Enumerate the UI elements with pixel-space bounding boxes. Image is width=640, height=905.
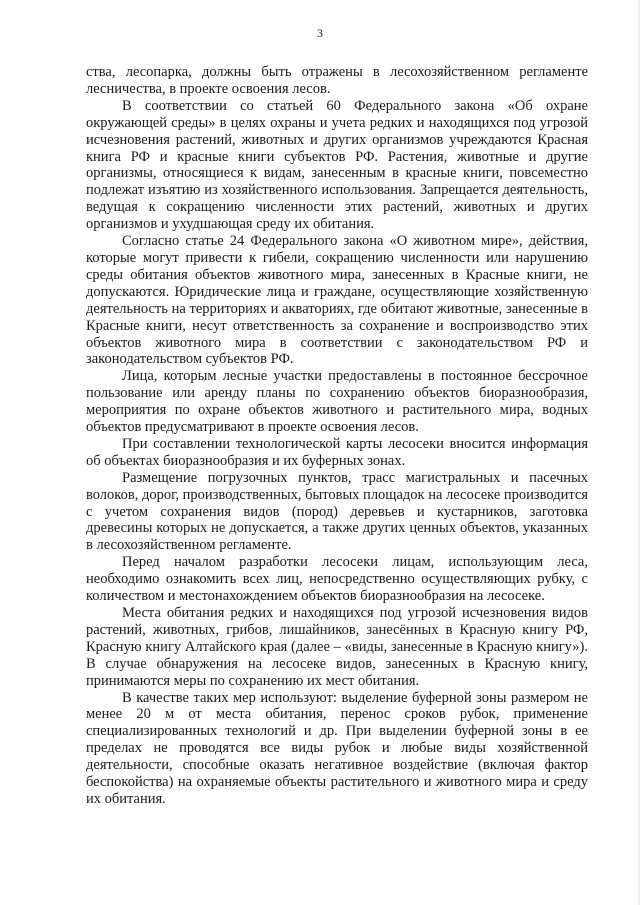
document-body [86,64,588,808]
paragraph-habitats: Места обитания редких и находящихся под угрозой исчезновения видов растений, животных, грибов, лишайников, занесённых в Красную книгу РФ, Красную книгу Алтайского края (далее – «виды, занесенные в Красную книгу»). В случае обнаружения на лесосеке видов, занесенных в Красную книгу, принимаются меры по сохранению их мест обитания. [86,605,588,689]
paragraph-article-60: В соответствии со статьей 60 Федерального закона «Об охране окружающей среды» в целях охраны и учета редких и находящихся под угрозой исчезновения растений, животных и других организмов учреждаются Красная книга РФ и красные книги субъектов РФ. Растения, животные и другие организмы, относящиеся к видам, занесенным в красные книги, повсеместно подлежат изъятию из хозяйственного использования. Запрещается деятельность, ведущая к сокращению численности этих растений, животных и других организмов и ухудшающая среду их обитания. [86,97,588,233]
paragraph-technological-map: При составлении технологической карты лесосеки вносится информация об объектах биоразнообразия и их буферных зонах. [86,435,588,469]
paragraph-measures: В качестве таких мер используют: выделение буферной зоны размером не менее 20 м от места обитания, перенос сроков рубок, применение специализированных технологий и др. При выделении буферной зоны в ее пределах не проводятся все виды рубок и любые виды хозяйственной деятельности, способные оказать негативное воздействие (включая фактор беспокойства) на охраняемые объекты растительного и животного мира и среду их обитания. [86,689,588,807]
paragraph-article-24: Согласно статье 24 Федерального закона «О животном мире», действия, которые могут привести к гибели, сокращению численности или нарушению среды обитания объектов животного мира, занесенных в Красные книги, не допускаются. Юридические лица и граждане, осуществляющие хозяйственную деятельность на территориях и акваториях, где обитают животные, занесенные в Красные книги, несут ответственность за сохранение и воспроизводство этих объектов животного мира в соответствии с законодательством РФ и законодательством субъектов РФ. [86,233,588,368]
page-number: 3 [317,26,323,40]
paragraph-continuation: ства, лесопарка, должны быть отражены в лесохозяйственном регламенте лесничества, в проекте освоения лесов. [86,64,588,97]
paragraph-before-logging: Перед началом разработки лесосеки лицам, использующим леса, необходимо ознакомить всех лиц, непосредственно осуществляющих рубку, с количеством и местонахождением объектов биоразнообразия на лесосеке. [86,554,588,605]
paragraph-placement: Размещение погрузочных пунктов, трасс магистральных и пасечных волоков, дорог, производственных, бытовых площадок на лесосеке производится с учетом сохранения видов (пород) деревьев и кустарников, заготовка древесины которых не допускается, а также других ценных объектов, указанных в лесохозяйственном регламенте. [86,469,588,554]
paragraph-forest-users: Лица, которым лесные участки предоставлены в постоянное бессрочное пользование или аренду планы по сохранению объектов биоразнообразия, мероприятия по охране объектов животного и растительного мира, водных объектов предусматривают в проекте освоения лесов. [86,368,588,436]
